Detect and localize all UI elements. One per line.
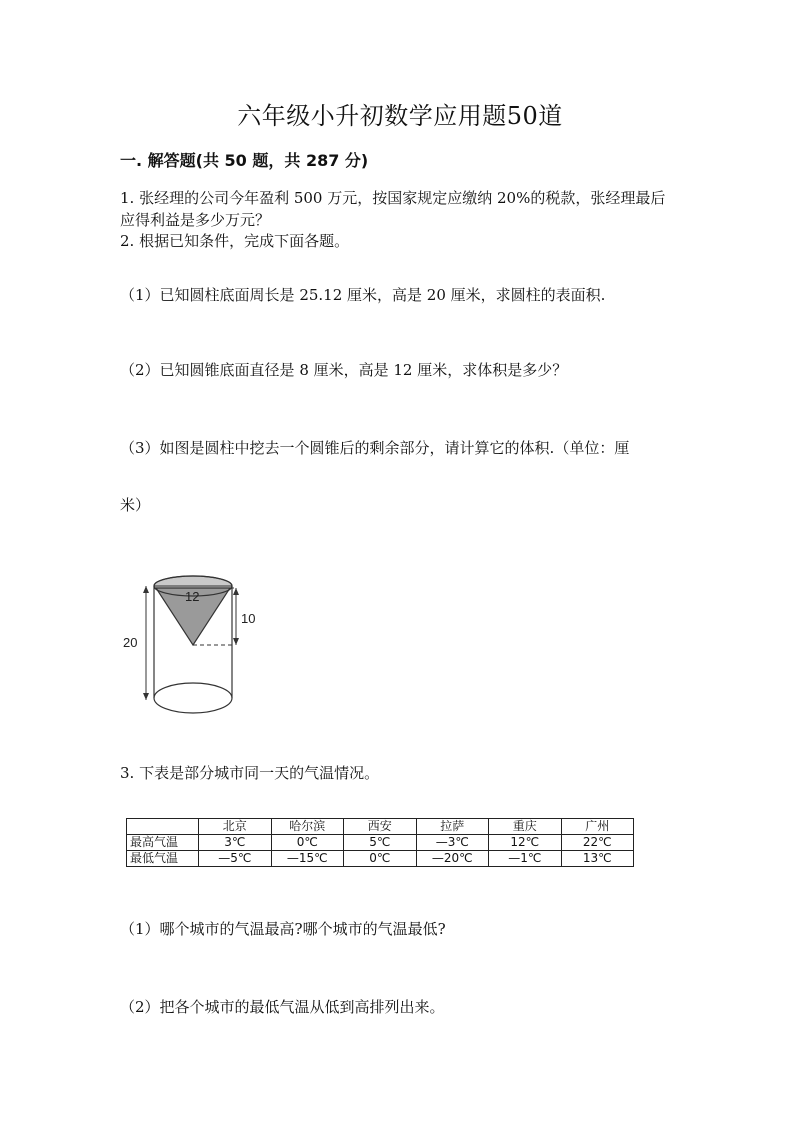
arrow-bottom-right bbox=[233, 638, 239, 645]
table-header-cell: 北京 bbox=[199, 819, 272, 835]
table-cell: —15℃ bbox=[271, 851, 344, 867]
question-2-sub-2: （2）已知圆锥底面直径是 8 厘米，高是 12 厘米，求体积是多少？ bbox=[120, 361, 568, 379]
arrow-top-left bbox=[143, 586, 149, 593]
table-cell: 12℃ bbox=[489, 835, 562, 851]
table-cell: 5℃ bbox=[344, 835, 417, 851]
table-row-header: 最低气温 bbox=[127, 851, 199, 867]
table-header-row bbox=[127, 819, 634, 835]
table-row bbox=[127, 851, 634, 867]
table-cell: —1℃ bbox=[489, 851, 562, 867]
question-3: 3. 下表是部分城市同一天的气温情况。 bbox=[120, 764, 380, 782]
temperature-table bbox=[126, 818, 634, 867]
cylinder-bottom-ellipse bbox=[154, 683, 232, 713]
question-3-sub-2: （2）把各个城市的最低气温从低到高排列出来。 bbox=[120, 998, 445, 1016]
table-cell: —5℃ bbox=[199, 851, 272, 867]
question-1: 1. 张经理的公司今年盈利 500 万元，按国家规定应缴纳 20%的税款，张经理最后应得利益是多少万元？ bbox=[120, 189, 666, 229]
page-title: 六年级小升初数学应用题50道 bbox=[237, 102, 563, 130]
section-heading: 一. 解答题(共 50 题，共 287 分) bbox=[120, 151, 369, 170]
question-2-sub-1: （1）已知圆柱底面周长是 25.12 厘米，高是 20 厘米，求圆柱的表面积. bbox=[120, 286, 606, 304]
question-2: 2. 根据已知条件，完成下面各题。 bbox=[120, 232, 350, 250]
cylinder-height-label: 20 bbox=[123, 635, 138, 650]
table-header-cell: 西安 bbox=[344, 819, 417, 835]
diameter-label: 12 bbox=[185, 589, 200, 604]
cylinder-cone-figure bbox=[118, 570, 258, 720]
table-cell: —20℃ bbox=[416, 851, 489, 867]
arrow-bottom-left bbox=[143, 693, 149, 700]
cone-height-label: 10 bbox=[241, 611, 256, 626]
table-cell: 22℃ bbox=[561, 835, 634, 851]
table-row bbox=[127, 835, 634, 851]
question-3-sub-1: （1）哪个城市的气温最高?哪个城市的气温最低? bbox=[120, 920, 446, 938]
table-cell: 0℃ bbox=[271, 835, 344, 851]
table-header-cell bbox=[127, 819, 199, 835]
arrow-top-right bbox=[233, 588, 239, 595]
table-cell: 0℃ bbox=[344, 851, 417, 867]
table-cell: 13℃ bbox=[561, 851, 634, 867]
table-header-cell: 哈尔滨 bbox=[271, 819, 344, 835]
table-header-cell: 拉萨 bbox=[416, 819, 489, 835]
table-header-cell: 重庆 bbox=[489, 819, 562, 835]
table-cell: —3℃ bbox=[416, 835, 489, 851]
table-cell: 3℃ bbox=[199, 835, 272, 851]
question-2-sub-3-continued: 米） bbox=[120, 496, 151, 514]
question-2-sub-3: （3）如图是圆柱中挖去一个圆锥后的剩余部分，请计算它的体积.（单位：厘 bbox=[120, 439, 630, 457]
table-row-header: 最高气温 bbox=[127, 835, 199, 851]
table-header-cell: 广州 bbox=[561, 819, 634, 835]
